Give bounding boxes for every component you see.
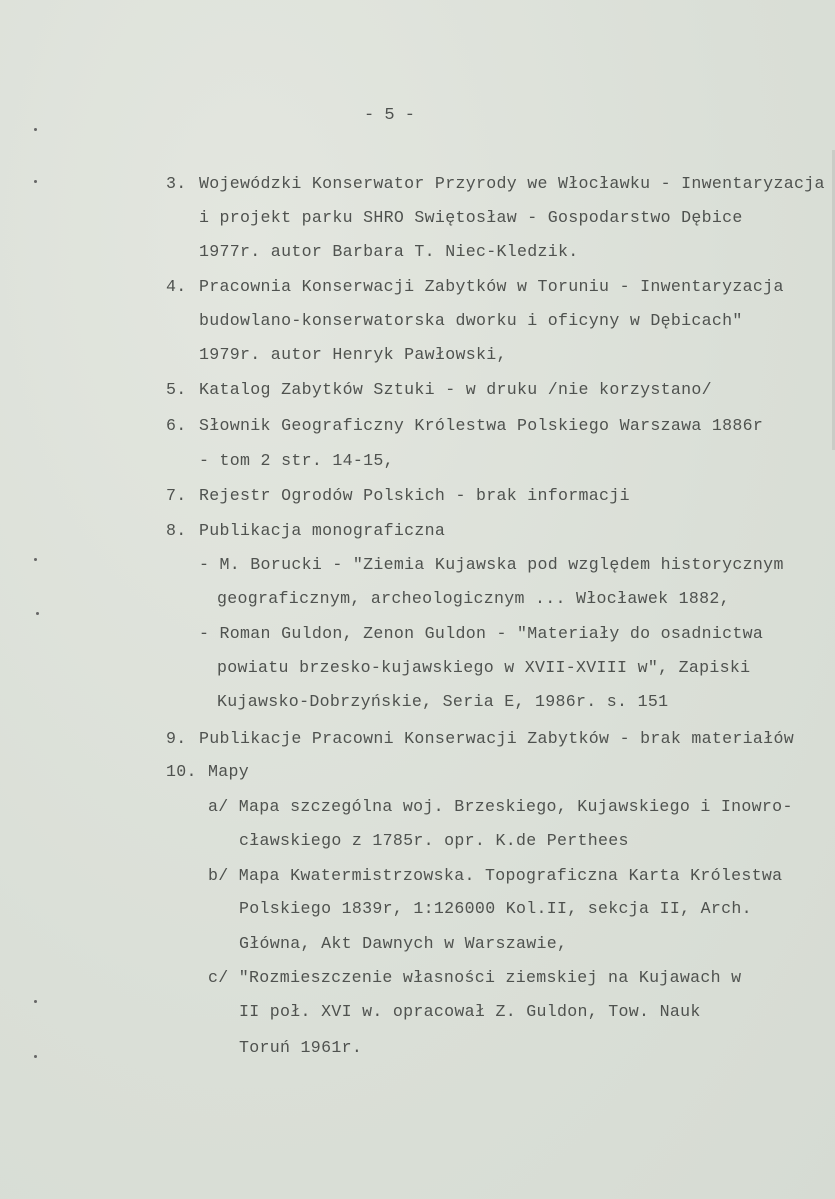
item-line: powiatu brzesko-kujawskiego w XVII-XVIII w", Zapiski — [217, 658, 751, 677]
item-line: i projekt parku SHRO Swiętosław - Gospodarstwo Dębice — [199, 208, 743, 227]
item-line: a/ Mapa szczególna woj. Brzeskiego, Kujawskiego i Inowro- — [208, 797, 793, 816]
item-line: geograficznym, archeologicznym ... Włocławek 1882, — [217, 589, 730, 608]
item-line: Mapy — [208, 762, 250, 781]
item-line: II poł. XVI w. opracował Z. Guldon, Tow. Nauk — [239, 1002, 701, 1021]
item-line: Katalog Zabytków Sztuki - w druku /nie korzystano/ — [199, 380, 712, 399]
item-number: 6. — [166, 416, 187, 435]
speck — [36, 612, 39, 615]
item-number: 3. — [166, 174, 187, 193]
page-number: - 5 - — [364, 106, 416, 125]
item-line: cławskiego z 1785r. opr. K.de Perthees — [239, 831, 629, 850]
item-line: c/ "Rozmieszczenie własności ziemskiej na Kujawach w — [208, 968, 742, 987]
speck — [34, 558, 37, 561]
item-line: - Roman Guldon, Zenon Guldon - "Materiały do osadnictwa — [199, 624, 764, 643]
speck — [34, 128, 37, 131]
speck — [34, 1055, 37, 1058]
item-line: Toruń 1961r. — [239, 1038, 363, 1057]
item-line: 1977r. autor Barbara T. Niec-Kledzik. — [199, 242, 579, 261]
item-number: 5. — [166, 380, 187, 399]
speck — [34, 1000, 37, 1003]
item-line: budowlano-konserwatorska dworku i oficyny w Dębicach" — [199, 311, 743, 330]
item-line: Słownik Geograficzny Królestwa Polskiego Warszawa 1886r — [199, 416, 764, 435]
item-line: Publikacje Pracowni Konserwacji Zabytków - brak materiałów — [199, 729, 794, 748]
item-line: b/ Mapa Kwatermistrzowska. Topograficzna Karta Królestwa — [208, 866, 783, 885]
item-line: Wojewódzki Konserwator Przyrody we Włocławku - Inwentaryzacja — [199, 174, 825, 193]
item-line: - M. Borucki - "Ziemia Kujawska pod względem historycznym — [199, 555, 784, 574]
speck — [34, 180, 37, 183]
item-line: Rejestr Ogrodów Polskich - brak informacji — [199, 486, 630, 505]
item-line: Publikacja monograficzna — [199, 521, 446, 540]
item-line: - tom 2 str. 14-15, — [199, 451, 394, 470]
item-line: 1979r. autor Henryk Pawłowski, — [199, 345, 507, 364]
item-number: 4. — [166, 277, 187, 296]
item-line: Kujawsko-Dobrzyńskie, Seria E, 1986r. s. 151 — [217, 692, 669, 711]
item-line: Główna, Akt Dawnych w Warszawie, — [239, 934, 568, 953]
item-number: 9. — [166, 729, 187, 748]
item-number: 8. — [166, 521, 187, 540]
item-line: Pracownia Konserwacji Zabytków w Toruniu - Inwentaryzacja — [199, 277, 784, 296]
item-line: Polskiego 1839r, 1:126000 Kol.II, sekcja II, Arch. — [239, 899, 752, 918]
item-number: 10. — [166, 762, 197, 781]
item-number: 7. — [166, 486, 187, 505]
